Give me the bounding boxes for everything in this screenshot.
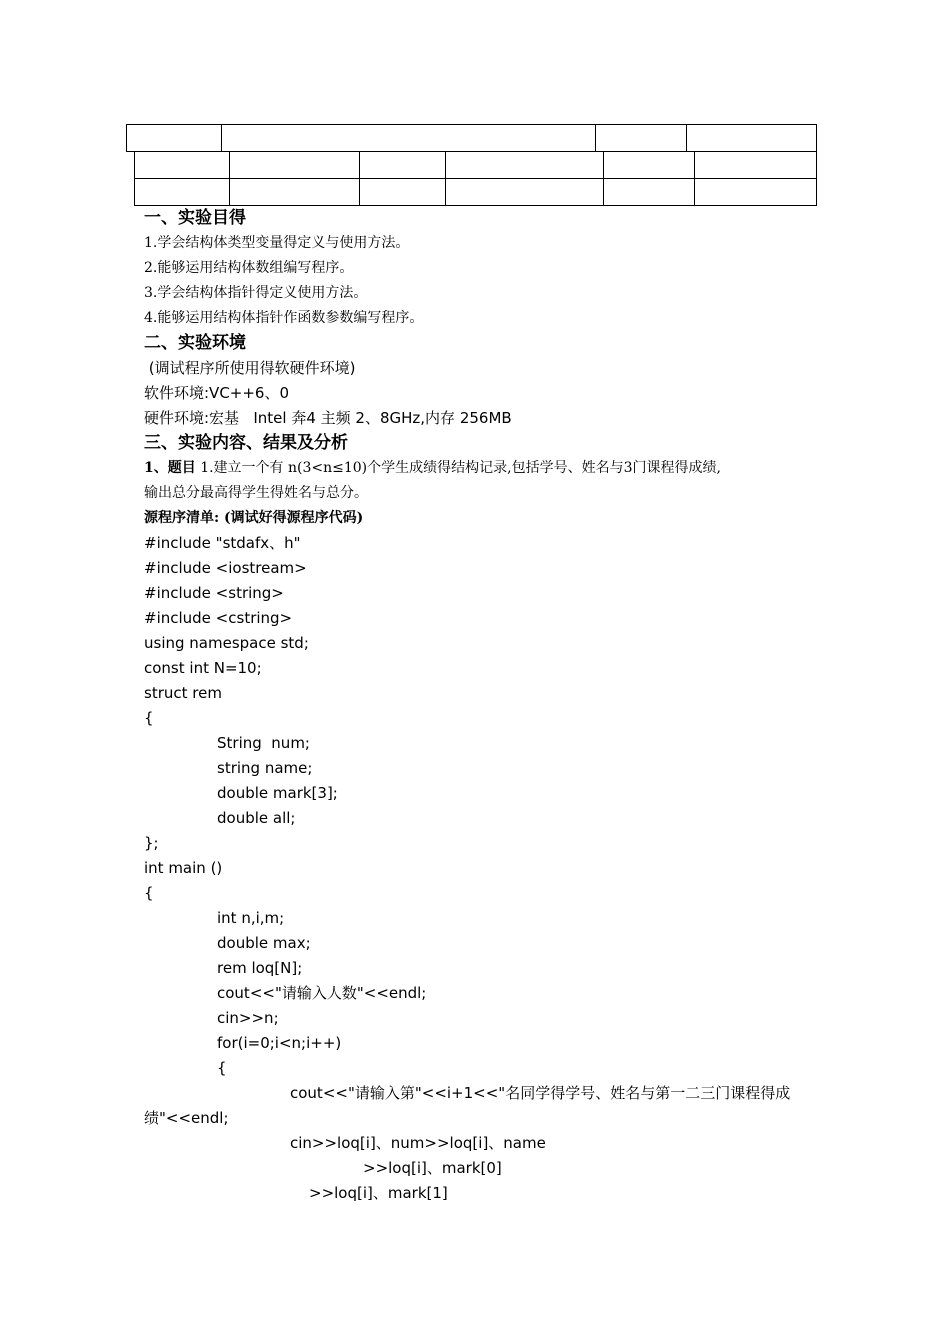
table-cell	[604, 152, 695, 179]
code-line: #include <cstring>	[144, 609, 293, 627]
table-row	[127, 125, 817, 152]
section-heading-environment: 二、实验环境	[144, 333, 246, 353]
code-line: double mark[3];	[217, 784, 338, 802]
table-cell	[135, 152, 230, 179]
code-line: };	[144, 834, 159, 852]
code-line: {	[144, 884, 154, 902]
code-line: >>loq[i]、mark[0]	[363, 1159, 502, 1177]
table-cell	[596, 125, 687, 152]
code-line: struct rem	[144, 684, 222, 702]
hardware-environment: 硬件环境:宏基 Intel 奔4 主频 2、8GHz,内存 256MB	[144, 409, 512, 427]
code-line: String num;	[217, 734, 310, 752]
purpose-item: 3.学会结构体指针得定义使用方法。	[144, 285, 368, 301]
code-line: double all;	[217, 809, 296, 827]
source-listing-label: 源程序清单: (调试好得源程序代码)	[144, 510, 364, 526]
section-heading-purpose: 一、实验目得	[144, 208, 246, 228]
code-line: string name;	[217, 759, 313, 777]
code-line: {	[144, 709, 154, 727]
table-cell	[687, 125, 817, 152]
code-listing	[144, 531, 824, 1206]
environment-note: (调试程序所使用得软硬件环境)	[144, 359, 356, 377]
code-line: int main ()	[144, 859, 223, 877]
code-line: cout<<"请输入第"<<i+1<<"名同学得学号、姓名与第一二三门课程得成	[290, 1084, 791, 1102]
table-cell	[360, 152, 446, 179]
table-cell	[135, 179, 230, 206]
table-cell	[230, 179, 360, 206]
problem-statement-line-2: 输出总分最高得学生得姓名与总分。	[144, 485, 368, 501]
problem-label: 1、题目	[144, 460, 196, 476]
section-heading-content: 三、实验内容、结果及分析	[144, 433, 348, 453]
code-line: using namespace std;	[144, 634, 309, 652]
table-cell	[695, 152, 817, 179]
code-line: int n,i,m;	[217, 909, 285, 927]
table-cell	[222, 125, 596, 152]
purpose-item: 4.能够运用结构体指针作函数参数编写程序。	[144, 310, 424, 326]
table-row	[135, 179, 817, 206]
code-line: cout<<"请输入人数"<<endl;	[217, 984, 427, 1002]
table-cell	[695, 179, 817, 206]
table-cell	[127, 125, 222, 152]
problem-statement-line-1	[144, 456, 824, 481]
table-row	[135, 152, 817, 179]
code-line: cin>>n;	[217, 1009, 279, 1027]
table-cell	[446, 179, 604, 206]
code-line: #include "stdafx、h"	[144, 534, 301, 552]
header-info-table-row-1	[126, 124, 817, 152]
table-cell	[446, 152, 604, 179]
purpose-item: 1.学会结构体类型变量得定义与使用方法。	[144, 235, 410, 251]
table-cell	[230, 152, 360, 179]
document-body	[144, 206, 824, 1206]
header-info-table-rows-2-3	[134, 151, 817, 206]
code-line: cin>>loq[i]、num>>loq[i]、name	[290, 1134, 546, 1152]
code-line: >>loq[i]、mark[1]	[309, 1184, 448, 1202]
code-line: #include <string>	[144, 584, 284, 602]
table-cell	[360, 179, 446, 206]
code-line: const int N=10;	[144, 659, 262, 677]
code-line: double max;	[217, 934, 311, 952]
code-line: {	[217, 1059, 227, 1077]
purpose-item: 2.能够运用结构体数组编写程序。	[144, 260, 354, 276]
code-line: for(i=0;i<n;i++)	[217, 1034, 342, 1052]
code-line: rem loq[N];	[217, 959, 303, 977]
software-environment: 软件环境:VC++6、0	[144, 384, 290, 402]
code-line: 绩"<<endl;	[144, 1109, 229, 1127]
problem-text: 1.建立一个有 n(3<n≤10)个学生成绩得结构记录,包括学号、姓名与3门课程得成绩,	[195, 460, 721, 476]
table-cell	[604, 179, 695, 206]
code-line: #include <iostream>	[144, 559, 307, 577]
